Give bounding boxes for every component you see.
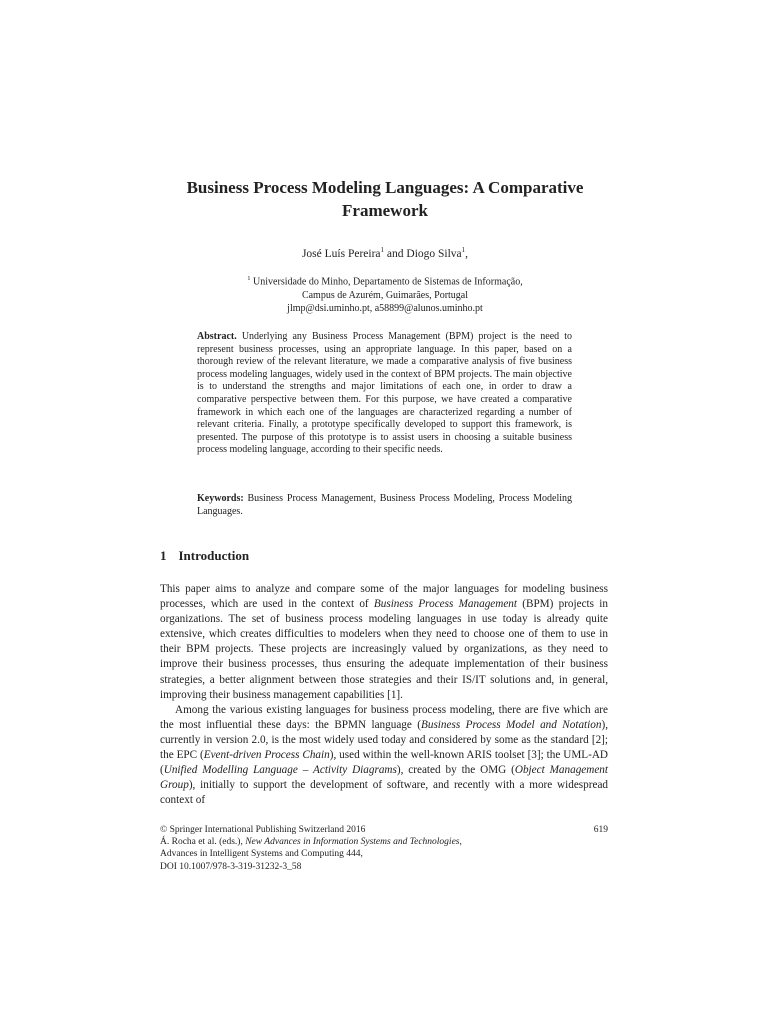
abstract [197, 331, 572, 457]
paragraph-2 [160, 703, 608, 809]
affiliation-mark: 1 [247, 275, 251, 282]
footer-editors [160, 836, 610, 848]
footer-editors-comma: , [459, 837, 462, 848]
page-number: 619 [593, 825, 608, 835]
author-line [160, 243, 610, 261]
paper-title: Business Process Modeling Languages: A Comparative Framework [186, 178, 584, 220]
affiliation-emails: jlmp@dsi.uminho.pt, a58899@alunos.uminho.pt [287, 302, 483, 314]
affiliation-line-2: Campus de Azurém, Guimarães, Portugal [301, 289, 469, 301]
p1-text-1: This paper aims to analyze and compare some of the major languages for modeling business processes, which are used in the context of [160, 583, 608, 611]
author-trailing-comma: , [465, 247, 469, 260]
p2-text-1: Among the various existing languages for business process modeling, there are five which are the most influential these days: the BPMN language ( [160, 703, 608, 731]
paragraph-1 [160, 582, 608, 703]
keywords [197, 493, 572, 518]
p2-italic-omg: Object Management Group [160, 764, 609, 792]
p1-text-2: (BPM) projects in organizations. The set of business process modeling languages in use today is already quite extensive, which creates difficulties to modelers when they need to choose one of them to use in their BPM projects. These projects are increasingly valued by organizations, as they need to improve their business processes, thus ensuring the adequate implementation of their business strategies, a better alignment between those strategies and their IS/IT solutions and, in general, improving their business management capabilities [1]. [160, 598, 608, 701]
author-2-affil-mark: 1 [461, 246, 466, 254]
abstract-label: Abstract. [197, 331, 237, 342]
footer-series: Advances in Intelligent Systems and Computing 444, [160, 849, 363, 860]
section-heading-introduction [160, 548, 610, 564]
author-1-affil-mark: 1 [380, 246, 385, 254]
p2-text-5: ), initially to support the development of software, and recently with a more widespread context of [160, 779, 608, 807]
p2-text-4: ), created by the OMG ( [396, 764, 515, 777]
p2-italic-epc: Event-driven Process Chain [203, 749, 330, 762]
footer-doi: DOI 10.1007/978-3-319-31232-3_58 [160, 861, 302, 872]
affiliation-block [160, 272, 610, 315]
p1-italic-term: Business Process Management [373, 598, 517, 611]
p2-italic-uml: Unified Modelling Language – Activity Diagrams [163, 764, 397, 777]
footer-copyright: © Springer International Publishing Switzerland 2016 [160, 825, 366, 835]
affiliation-institution: Universidade do Minho, Departamento de Sistemas de Informação, [253, 276, 523, 288]
author-2: Diogo Silva [406, 247, 462, 260]
page-footer [160, 824, 610, 873]
keywords-text: Business Process Management, Business Process Modeling, Process Modeling Languages. [197, 493, 572, 517]
author-separator: and [384, 247, 407, 260]
footer-book-title: New Advances in Information Systems and Technologies [245, 837, 460, 848]
p2-italic-bpmn: Business Process Model and Notation [421, 718, 602, 731]
p2-text-3: ), used within the well-known ARIS toolset [3]; the UML-AD ( [160, 749, 608, 777]
author-1: José Luís Pereira [301, 247, 381, 260]
introduction-body [160, 582, 608, 808]
p2-text-2: ), currently in version 2.0, is the most widely used today and considered by some as the standard [2]; the EPC ( [160, 718, 608, 762]
affiliation-line-1 [160, 272, 610, 289]
keywords-label: Keywords: [197, 493, 244, 504]
abstract-text: Underlying any Business Process Management (BPM) project is the need to represent business processes, using an appropriate language. In this paper, based on a thorough review of the relevant literature, we made a comparative analysis of five business process modeling languages, widely used in the context of BPM projects. The main objective is to understand the strengths and major limitations of each one, in order to draw a comparative perspective between them. For this purpose, we have created a comparative framework in which each one of the languages are characterized regarding a number of relevant criteria. Finally, a prototype specifically developed to support this framework, is presented. The purpose of this prototype is to assist users in choosing a suitable business process modeling language, according to their specific needs. [197, 331, 573, 456]
section-number: 1 [160, 548, 167, 563]
footer-editors-text: Á. Rocha et al. (eds.), [160, 837, 246, 848]
section-title: Introduction [178, 548, 250, 563]
